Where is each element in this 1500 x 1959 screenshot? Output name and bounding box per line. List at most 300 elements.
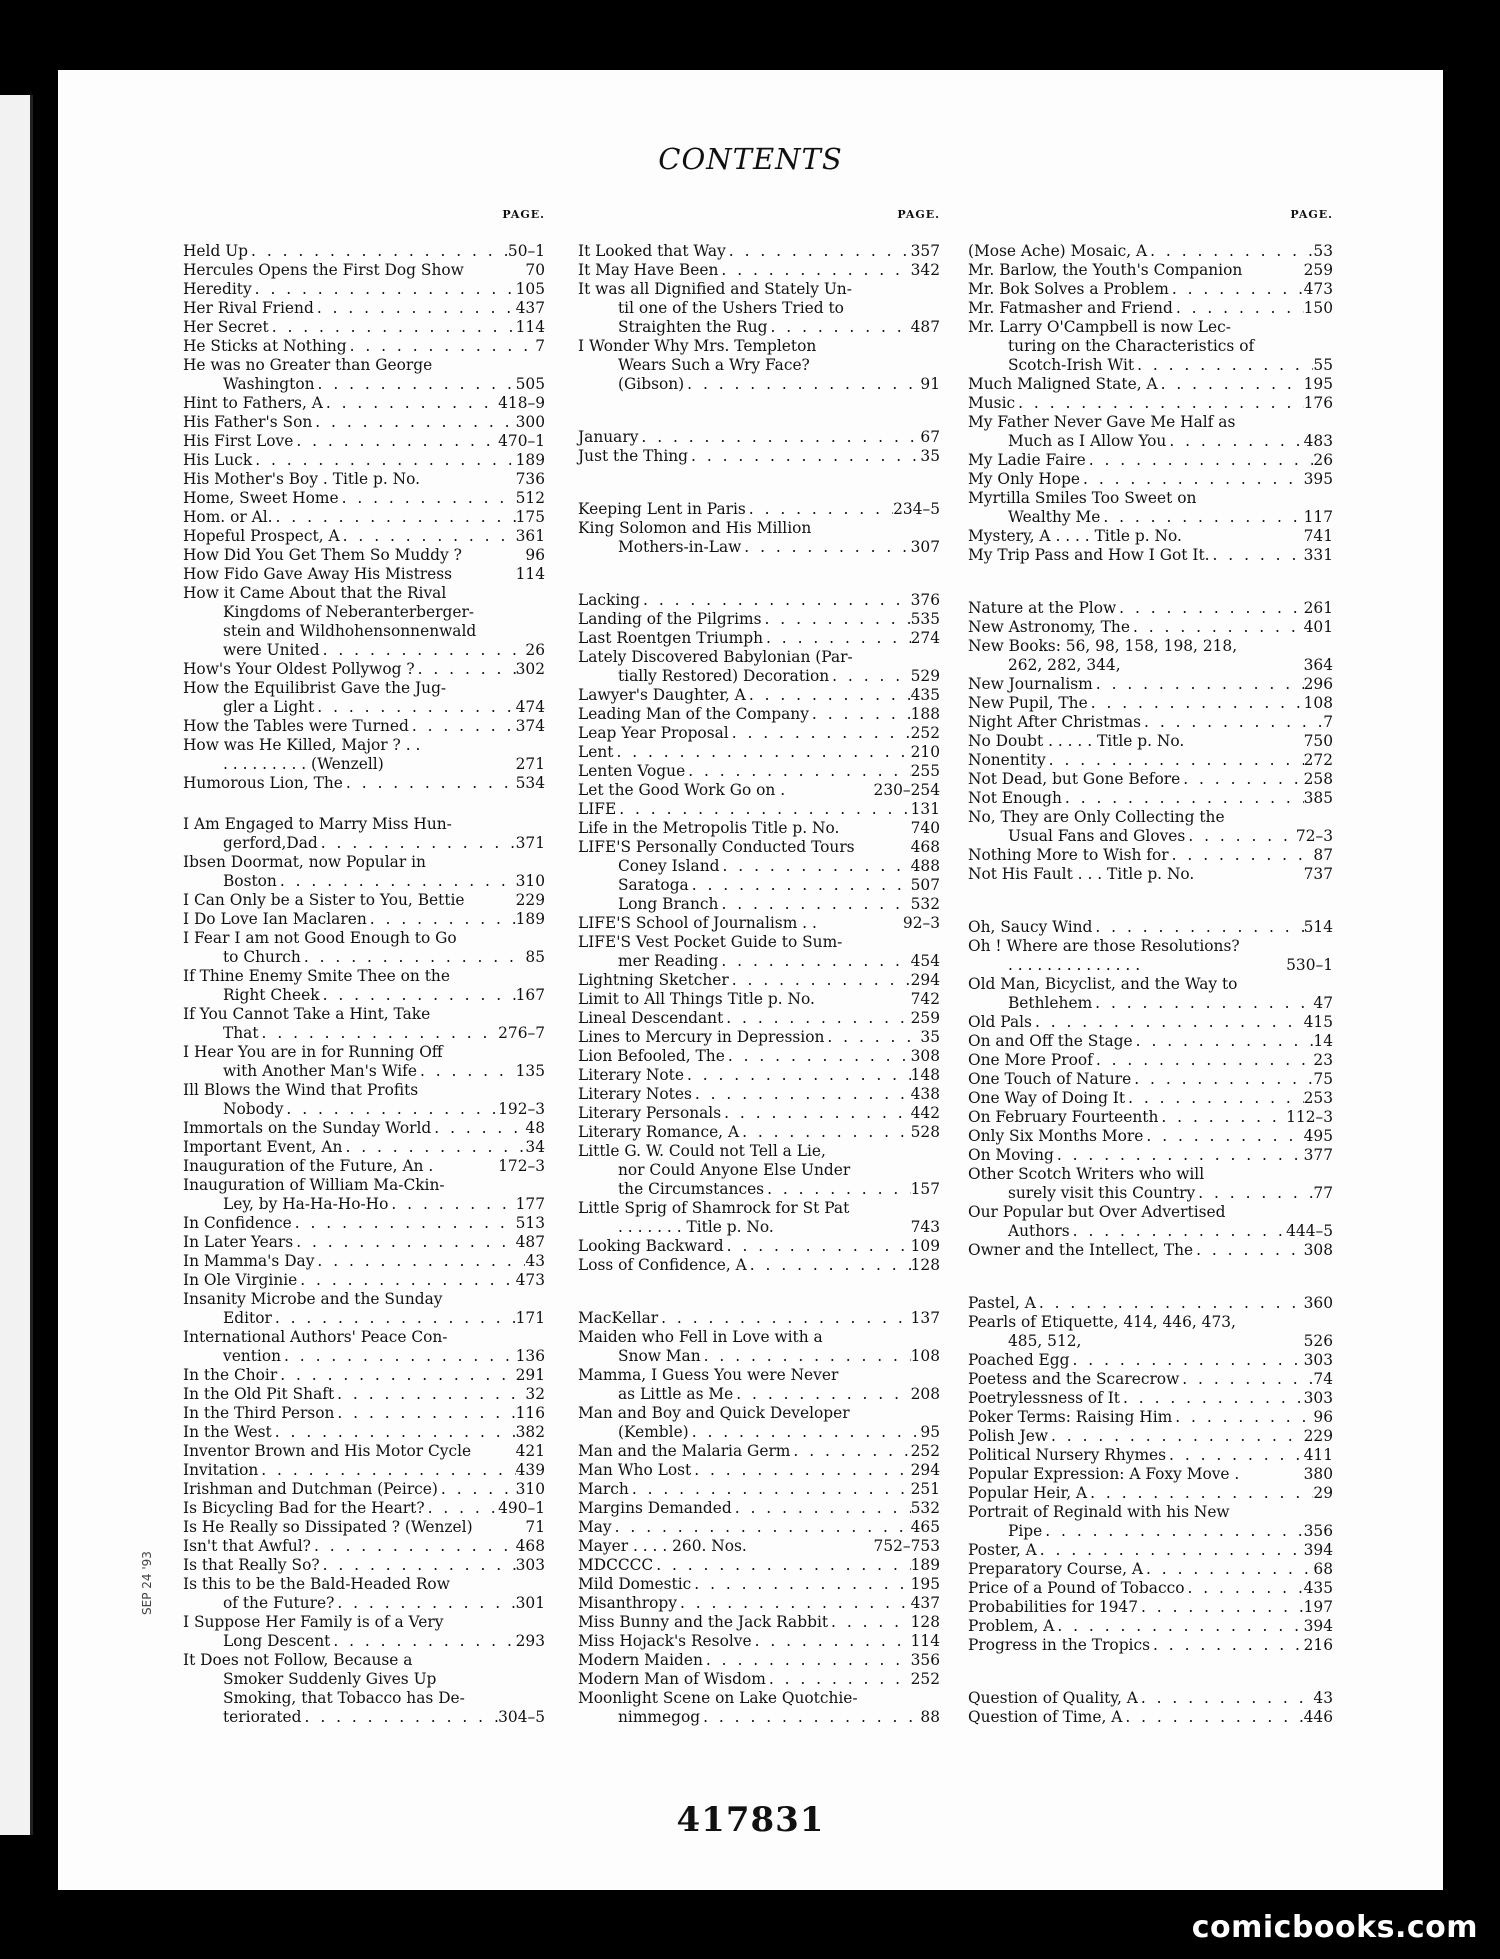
entry-page-number: 229 bbox=[515, 891, 545, 909]
contents-entry bbox=[968, 1689, 1333, 1708]
dot-leader bbox=[640, 591, 911, 610]
contents-entry bbox=[578, 318, 940, 337]
dot-leader bbox=[1037, 1541, 1304, 1560]
contents-entry bbox=[968, 1579, 1333, 1598]
entry-title: Smoking, that Tobacco has De- bbox=[223, 1689, 465, 1707]
entry-page-number: 114 bbox=[515, 318, 545, 336]
entry-page-number: 302 bbox=[515, 660, 545, 678]
entry-title: He Sticks at Nothing bbox=[183, 337, 347, 355]
entry-page-number: 105 bbox=[515, 280, 545, 298]
contents-entry bbox=[578, 1328, 940, 1347]
entry-title: Miss Bunny and the Jack Rabbit bbox=[578, 1613, 829, 1631]
entry-page-number: 77 bbox=[1313, 1184, 1333, 1202]
contents-entry bbox=[183, 641, 545, 660]
entry-page-number: 394 bbox=[1303, 1541, 1333, 1559]
entry-title: Polish Jew bbox=[968, 1427, 1048, 1445]
entry-page-number: 435 bbox=[1303, 1579, 1333, 1597]
entry-title: In Later Years bbox=[183, 1233, 294, 1251]
dot-leader bbox=[1179, 1370, 1313, 1389]
entry-title: Nobody bbox=[223, 1100, 284, 1118]
dot-leader bbox=[367, 910, 516, 929]
dot-leader bbox=[269, 318, 516, 337]
entry-page-number: 740 bbox=[910, 819, 940, 837]
entry-title: Wears Such a Wry Face? bbox=[618, 356, 810, 374]
entry-page-number: 276–7 bbox=[498, 1024, 545, 1042]
contents-entry bbox=[183, 1613, 545, 1632]
dot-leader bbox=[739, 1123, 911, 1142]
entry-title: How's Your Oldest Pollywog ? bbox=[183, 660, 415, 678]
dot-leader bbox=[700, 1708, 920, 1727]
page-column-header: PAGE. bbox=[897, 208, 940, 221]
entry-title: No Doubt . . . . . Title p. No. bbox=[968, 732, 1185, 750]
contents-entry bbox=[578, 1066, 940, 1085]
contents-entry bbox=[183, 1062, 545, 1081]
dot-leader bbox=[725, 1047, 911, 1066]
entry-title: I Do Love Ian Maclaren bbox=[183, 910, 367, 928]
contents-entry bbox=[183, 1708, 545, 1727]
contents-entry bbox=[968, 508, 1333, 527]
entry-title: Pipe bbox=[1008, 1522, 1043, 1540]
entry-title: Little G. W. Could not Tell a Lie, bbox=[578, 1142, 826, 1160]
contents-entry bbox=[578, 519, 940, 538]
entry-title: Lineal Descendant bbox=[578, 1009, 724, 1027]
contents-entry bbox=[968, 318, 1333, 337]
dot-leader bbox=[277, 872, 516, 891]
entry-page-number: 291 bbox=[515, 1366, 545, 1384]
dot-leader bbox=[272, 1423, 516, 1442]
dot-leader bbox=[409, 717, 516, 736]
entry-title: mer Reading bbox=[618, 952, 719, 970]
entry-title: Political Nursery Rhymes bbox=[968, 1446, 1167, 1464]
entry-title: Lion Befooled, The bbox=[578, 1047, 725, 1065]
dot-leader bbox=[273, 508, 516, 527]
entry-title: Lawyer's Daughter, A bbox=[578, 686, 746, 704]
dot-leader bbox=[1042, 1522, 1303, 1541]
contents-entry bbox=[183, 1537, 545, 1556]
dot-leader bbox=[1169, 280, 1304, 299]
entry-title: Ley, by Ha-Ha-Ho-Ho bbox=[223, 1195, 389, 1213]
entry-title: Question of Quality, A bbox=[968, 1689, 1138, 1707]
contents-entry bbox=[968, 1165, 1333, 1184]
entry-page-number: 303 bbox=[1303, 1351, 1333, 1369]
dot-leader bbox=[721, 1104, 910, 1123]
entry-page-number: 96 bbox=[1313, 1408, 1333, 1426]
dot-leader bbox=[281, 1347, 516, 1366]
entry-page-number: 32 bbox=[525, 1385, 545, 1403]
entry-title: In Confidence bbox=[183, 1214, 292, 1232]
contents-entry bbox=[578, 1480, 940, 1499]
dot-leader bbox=[1133, 1032, 1314, 1051]
contents-entry bbox=[578, 724, 940, 743]
entry-page-number: 505 bbox=[515, 375, 545, 393]
contents-entry bbox=[578, 629, 940, 648]
entry-page-number: 14 bbox=[1313, 1032, 1333, 1050]
entry-page-number: 252 bbox=[910, 724, 940, 742]
contents-entry bbox=[578, 242, 940, 261]
entry-title: Oh ! Where are those Resolutions? bbox=[968, 937, 1240, 955]
contents-entry bbox=[578, 447, 940, 466]
entry-title: Price of a Pound of Tobacco bbox=[968, 1579, 1185, 1597]
contents-entry bbox=[183, 337, 545, 356]
entry-title: I Suppose Her Family is of a Very bbox=[183, 1613, 444, 1631]
entry-title: Modern Maiden bbox=[578, 1651, 703, 1669]
entry-page-number: 148 bbox=[910, 1066, 940, 1084]
contents-entry bbox=[968, 261, 1333, 280]
entry-page-number: 357 bbox=[910, 242, 940, 260]
contents-entry bbox=[968, 280, 1333, 299]
entry-title: Ibsen Doormat, now Popular in bbox=[183, 853, 426, 871]
contents-entry bbox=[183, 451, 545, 470]
dot-leader bbox=[1134, 356, 1313, 375]
entry-page-number: 361 bbox=[515, 527, 545, 545]
entry-page-number: 85 bbox=[525, 948, 545, 966]
contents-entry bbox=[968, 937, 1333, 956]
dot-leader bbox=[312, 413, 515, 432]
entry-page-number: 112–3 bbox=[1286, 1108, 1333, 1126]
contents-entry bbox=[578, 1575, 940, 1594]
entry-page-number: 67 bbox=[920, 428, 940, 446]
entry-title: Immortals on the Sunday World bbox=[183, 1119, 432, 1137]
catalog-number: 417831 bbox=[676, 1800, 825, 1840]
contents-entry bbox=[183, 584, 545, 603]
entry-page-number: 252 bbox=[910, 1442, 940, 1460]
entry-page-number: 87 bbox=[1313, 846, 1333, 864]
contents-entry bbox=[183, 1043, 545, 1062]
entry-page-number: 192–3 bbox=[498, 1100, 545, 1118]
dot-leader bbox=[691, 1575, 910, 1594]
contents-entry bbox=[968, 1408, 1333, 1427]
contents-entry bbox=[183, 815, 545, 834]
dot-leader bbox=[1166, 432, 1303, 451]
dot-leader bbox=[729, 724, 911, 743]
contents-entry bbox=[183, 1632, 545, 1651]
entry-page-number: 74 bbox=[1313, 1370, 1333, 1388]
contents-entry bbox=[578, 1347, 940, 1366]
entry-page-number: 465 bbox=[910, 1518, 940, 1536]
contents-entry bbox=[968, 918, 1333, 937]
contents-entry bbox=[183, 432, 545, 451]
entry-page-number: 71 bbox=[525, 1518, 545, 1536]
entry-title: Leap Year Proposal bbox=[578, 724, 729, 742]
contents-entry bbox=[968, 827, 1333, 846]
contents-entry bbox=[968, 637, 1333, 656]
contents-entry bbox=[968, 770, 1333, 789]
entry-page-number: 360 bbox=[1303, 1294, 1333, 1312]
entry-title: I Hear You are in for Running Off bbox=[183, 1043, 443, 1061]
entry-page-number: 109 bbox=[910, 1237, 940, 1255]
entry-title: Old Man, Bicyclist, and the Way to bbox=[968, 975, 1238, 993]
contents-entry bbox=[578, 895, 940, 914]
entry-title: No, They are Only Collecting the bbox=[968, 808, 1225, 826]
entry-title: Home, Sweet Home bbox=[183, 489, 339, 507]
entry-title: Is He Really so Dissipated ? (Wenzel) bbox=[183, 1518, 473, 1536]
entry-page-number: 208 bbox=[910, 1385, 940, 1403]
contents-entry bbox=[183, 1442, 545, 1461]
contents-entry bbox=[578, 1404, 940, 1423]
dot-leader bbox=[1088, 694, 1304, 713]
entry-title: It Looked that Way bbox=[578, 242, 726, 260]
entry-page-number: 114 bbox=[515, 565, 545, 583]
entry-page-number: 308 bbox=[1303, 1241, 1333, 1259]
contents-entry bbox=[578, 1537, 940, 1556]
entry-page-number: 380 bbox=[1303, 1465, 1333, 1483]
dot-leader bbox=[1036, 1294, 1304, 1313]
entry-title: 262, 282, 344, bbox=[1008, 656, 1121, 674]
dot-leader bbox=[629, 1480, 911, 1499]
contents-entry bbox=[183, 356, 545, 375]
dot-leader bbox=[616, 800, 910, 819]
contents-entry bbox=[578, 1161, 940, 1180]
contents-entry bbox=[578, 1518, 940, 1537]
contents-entry bbox=[968, 1389, 1333, 1408]
entry-page-number: 274 bbox=[910, 629, 940, 647]
contents-entry bbox=[968, 1446, 1333, 1465]
entry-title: Poached Egg bbox=[968, 1351, 1070, 1369]
contents-entry bbox=[968, 656, 1333, 675]
entry-page-number: 47 bbox=[1313, 994, 1333, 1012]
dot-leader bbox=[302, 1708, 499, 1727]
contents-entry bbox=[183, 603, 545, 622]
entry-page-number: 176 bbox=[1303, 394, 1333, 412]
contents-entry bbox=[183, 1461, 545, 1480]
page-title: CONTENTS bbox=[658, 142, 843, 176]
entry-page-number: 401 bbox=[1303, 618, 1333, 636]
dot-leader bbox=[297, 1271, 515, 1290]
entry-title: Progress in the Tropics bbox=[968, 1636, 1150, 1654]
dot-leader bbox=[1120, 1389, 1304, 1408]
entry-title: Just the Thing bbox=[578, 447, 689, 465]
contents-entry bbox=[968, 846, 1333, 865]
contents-entry bbox=[183, 1081, 545, 1100]
entry-title: as Little as Me bbox=[618, 1385, 734, 1403]
entry-page-number: 272 bbox=[1303, 751, 1333, 769]
contents-entry bbox=[578, 1104, 940, 1123]
entry-page-number: 526 bbox=[1303, 1332, 1333, 1350]
entry-title: were United bbox=[223, 641, 320, 659]
dot-leader bbox=[1131, 1070, 1313, 1089]
contents-entry bbox=[578, 538, 940, 557]
entry-title: Ill Blows the Wind that Profits bbox=[183, 1081, 419, 1099]
contents-entry bbox=[183, 1575, 545, 1594]
section-gap bbox=[578, 466, 940, 500]
section-gap bbox=[578, 1275, 940, 1309]
entry-page-number: 172–3 bbox=[498, 1157, 545, 1175]
contents-entry bbox=[578, 1594, 940, 1613]
entry-page-number: 437 bbox=[910, 1594, 940, 1612]
entry-title: Night After Christmas bbox=[968, 713, 1142, 731]
dot-leader bbox=[723, 1009, 910, 1028]
dot-leader bbox=[323, 394, 498, 413]
entry-title: Invitation bbox=[183, 1461, 259, 1479]
entry-page-number: 470–1 bbox=[498, 432, 545, 450]
dot-leader bbox=[330, 1632, 515, 1651]
contents-entry bbox=[968, 808, 1333, 827]
entry-title: Mr. Bok Solves a Problem bbox=[968, 280, 1169, 298]
dot-leader bbox=[718, 952, 910, 971]
entry-page-number: 737 bbox=[1303, 865, 1333, 883]
entry-title: Myrtilla Smiles Too Sweet on bbox=[968, 489, 1197, 507]
entry-page-number: 96 bbox=[525, 546, 545, 564]
entry-title: Lately Discovered Babylonian (Par- bbox=[578, 648, 853, 666]
contents-entry bbox=[578, 1009, 940, 1028]
entry-title: Little Sprig of Shamrock for St Pat bbox=[578, 1199, 850, 1217]
entry-title: Important Event, An bbox=[183, 1138, 343, 1156]
dot-leader bbox=[258, 1461, 515, 1480]
entry-title: Mayer . . . . 260. Nos. bbox=[578, 1537, 747, 1555]
entry-title: Straighten the Rug bbox=[618, 318, 768, 336]
entry-page-number: 437 bbox=[515, 299, 545, 317]
section-gap bbox=[578, 394, 940, 428]
entry-title: Not Enough bbox=[968, 789, 1062, 807]
entry-title: Man Who Lost bbox=[578, 1461, 692, 1479]
entry-title: Lightning Sketcher bbox=[578, 971, 729, 989]
dot-leader bbox=[1166, 1446, 1304, 1465]
entry-page-number: 95 bbox=[920, 1423, 940, 1441]
contents-entry bbox=[183, 1423, 545, 1442]
dot-leader bbox=[1172, 1408, 1313, 1427]
entry-page-number: 7 bbox=[1323, 713, 1333, 731]
contents-entry bbox=[183, 1233, 545, 1252]
entry-title: Not Dead, but Gone Before bbox=[968, 770, 1181, 788]
entry-page-number: 53 bbox=[1313, 242, 1333, 260]
contents-entry bbox=[968, 865, 1333, 884]
dot-leader bbox=[1143, 1560, 1313, 1579]
contents-entry bbox=[578, 667, 940, 686]
contents-entry bbox=[968, 1522, 1333, 1541]
entry-title: Mamma, I Guess You were Never bbox=[578, 1366, 839, 1384]
contents-entry bbox=[183, 508, 545, 527]
dot-leader bbox=[314, 698, 515, 717]
entry-title: Old Pals bbox=[968, 1013, 1032, 1031]
entry-title: In Mamma's Day bbox=[183, 1252, 315, 1270]
contents-entry bbox=[968, 956, 1333, 975]
entry-title: to Church bbox=[223, 948, 301, 966]
entry-page-number: 514 bbox=[1303, 918, 1333, 936]
contents-entry bbox=[578, 356, 940, 375]
contents-entry bbox=[968, 618, 1333, 637]
entry-page-number: 43 bbox=[1313, 1689, 1333, 1707]
dot-leader bbox=[766, 1670, 911, 1689]
entry-page-number: 43 bbox=[525, 1252, 545, 1270]
contents-entry bbox=[183, 660, 545, 679]
dot-leader bbox=[741, 538, 910, 557]
entry-title: Held Up bbox=[183, 242, 249, 260]
entry-title: Irishman and Dutchman (Peirce) bbox=[183, 1480, 438, 1498]
dot-leader bbox=[1125, 1089, 1304, 1108]
entry-title: Insanity Microbe and the Sunday bbox=[183, 1290, 443, 1308]
entry-title: January bbox=[578, 428, 639, 446]
entry-page-number: 259 bbox=[910, 1009, 940, 1027]
dot-leader bbox=[684, 375, 920, 394]
entry-page-number: 189 bbox=[515, 451, 545, 469]
entry-page-number: 750 bbox=[1303, 732, 1333, 750]
contents-entry bbox=[183, 1347, 545, 1366]
contents-entry bbox=[968, 394, 1333, 413]
contents-entry bbox=[578, 375, 940, 394]
entry-title: gler a Light bbox=[223, 698, 315, 716]
dot-leader bbox=[1173, 299, 1304, 318]
entry-page-number: 488 bbox=[910, 857, 940, 875]
section-gap bbox=[183, 793, 545, 815]
contents-entry bbox=[578, 1142, 940, 1161]
contents-entry bbox=[968, 789, 1333, 808]
entry-page-number: 468 bbox=[910, 838, 940, 856]
entry-title: Misanthropy bbox=[578, 1594, 677, 1612]
entry-title: My Father Never Gave Me Half as bbox=[968, 413, 1236, 431]
entry-title: Let the Good Work Go on . bbox=[578, 781, 786, 799]
entry-page-number: 293 bbox=[515, 1632, 545, 1650]
entry-page-number: 303 bbox=[1303, 1389, 1333, 1407]
dot-leader bbox=[252, 280, 516, 299]
dot-leader bbox=[320, 641, 526, 660]
dot-leader bbox=[768, 318, 911, 337]
dot-leader bbox=[1150, 1636, 1304, 1655]
dot-leader bbox=[729, 971, 911, 990]
entry-title: (Gibson) bbox=[618, 375, 685, 393]
entry-page-number: 70 bbox=[525, 261, 545, 279]
dot-leader bbox=[1143, 1127, 1303, 1146]
entry-page-number: 72–3 bbox=[1295, 827, 1333, 845]
contents-entry bbox=[968, 1541, 1333, 1560]
entry-page-number: 439 bbox=[515, 1461, 545, 1479]
contents-entry bbox=[578, 838, 940, 857]
previous-page-edge bbox=[0, 95, 33, 1835]
entry-title: Limit to All Things Title p. No. bbox=[578, 990, 815, 1008]
contents-entry bbox=[183, 1100, 545, 1119]
entry-title: Long Branch bbox=[618, 895, 719, 913]
dot-leader bbox=[417, 1062, 516, 1081]
entry-title: . . . . . . . . . (Wenzell) bbox=[223, 755, 384, 773]
dot-leader bbox=[334, 1385, 525, 1404]
dot-leader bbox=[692, 1085, 911, 1104]
dot-leader bbox=[1015, 394, 1303, 413]
entry-page-number: 88 bbox=[920, 1708, 940, 1726]
section-gap bbox=[968, 1260, 1333, 1294]
contents-entry bbox=[578, 1218, 940, 1237]
entry-title: Leading Man of the Company bbox=[578, 705, 809, 723]
entry-page-number: 271 bbox=[515, 755, 545, 773]
entry-title: March bbox=[578, 1480, 629, 1498]
contents-entry bbox=[183, 1499, 545, 1518]
contents-entry bbox=[578, 971, 940, 990]
entry-page-number: 377 bbox=[1303, 1146, 1333, 1164]
entry-page-number: 411 bbox=[1303, 1446, 1333, 1464]
contents-entry bbox=[578, 857, 940, 876]
contents-entry bbox=[578, 1613, 940, 1632]
entry-page-number: 116 bbox=[515, 1404, 545, 1422]
entry-page-number: 385 bbox=[1303, 789, 1333, 807]
contents-entry bbox=[183, 1385, 545, 1404]
entry-page-number: 743 bbox=[910, 1218, 940, 1236]
entry-title: Loss of Confidence, A bbox=[578, 1256, 747, 1274]
dot-leader bbox=[790, 1442, 910, 1461]
dot-leader bbox=[691, 1461, 910, 1480]
entry-page-number: 507 bbox=[910, 876, 940, 894]
contents-entry bbox=[183, 755, 545, 774]
entry-title: In the Old Pit Shaft bbox=[183, 1385, 335, 1403]
entry-title: Is Bicycling Bad for the Heart? bbox=[183, 1499, 425, 1517]
entry-page-number: 50–1 bbox=[507, 242, 545, 260]
entry-page-number: 92–3 bbox=[902, 914, 940, 932]
dot-leader bbox=[339, 489, 516, 508]
entry-title: My Only Hope bbox=[968, 470, 1081, 488]
entry-title: Lacking bbox=[578, 591, 641, 609]
dot-leader bbox=[701, 1347, 911, 1366]
entry-title: Literary Personals bbox=[578, 1104, 722, 1122]
entry-title: Only Six Months More bbox=[968, 1127, 1144, 1145]
entry-title: Boston bbox=[223, 872, 277, 890]
entry-title: Portrait of Reginald with his New bbox=[968, 1503, 1230, 1521]
